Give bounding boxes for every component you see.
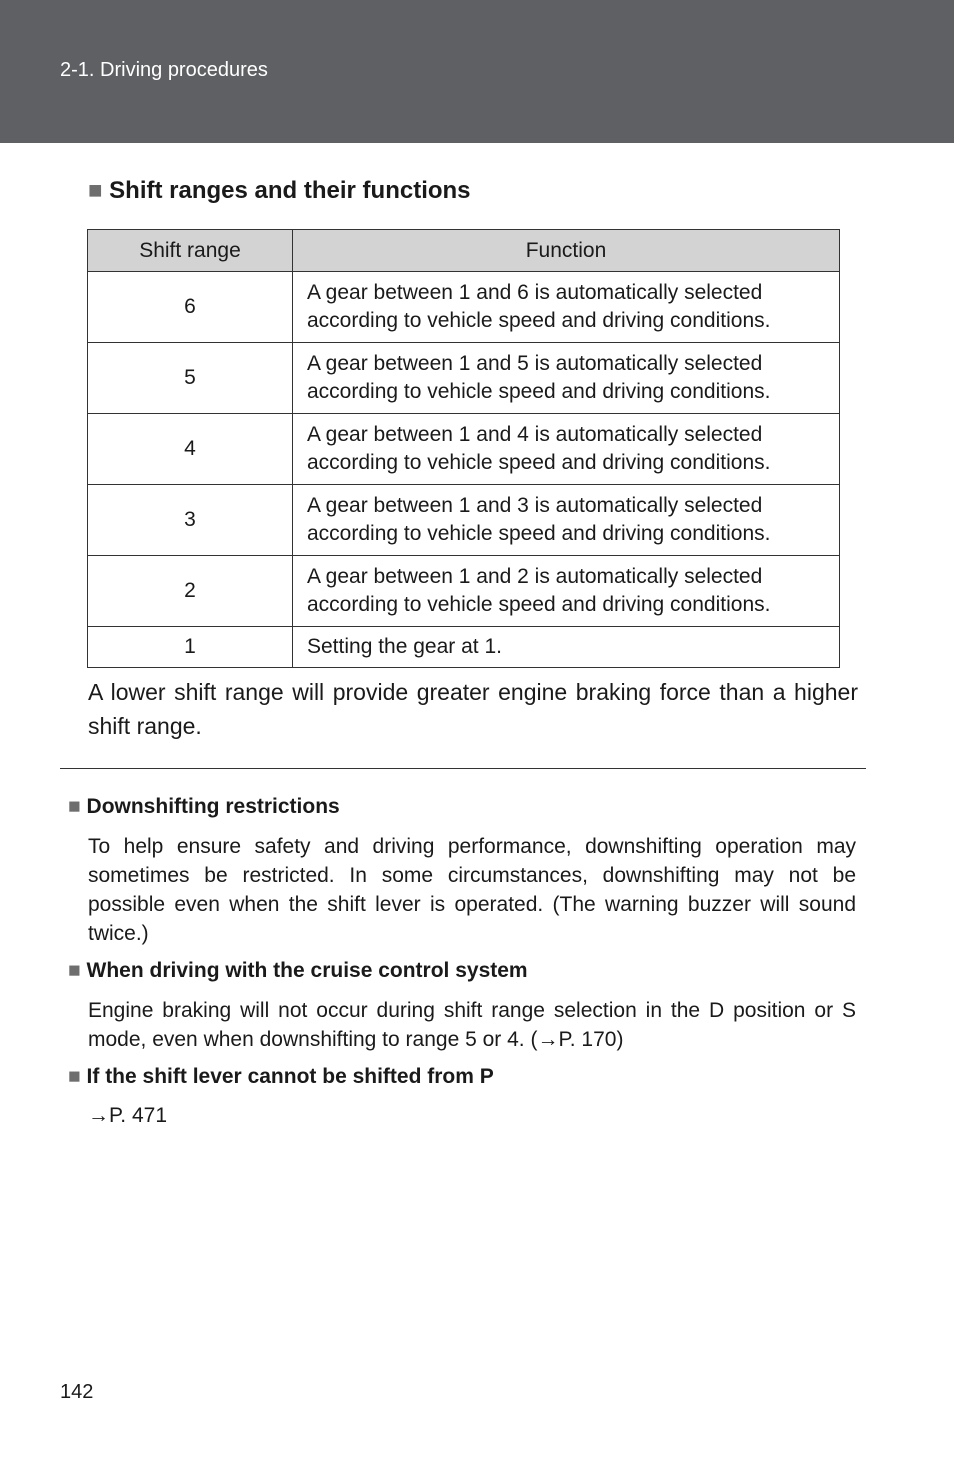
page-header [0,0,954,143]
shift-range-cell: 5 [88,343,293,414]
table-row [88,485,840,556]
section-title-text: Shift ranges and their functions [109,177,471,204]
shift-range-cell: 3 [88,485,293,556]
table-row [88,627,840,668]
function-cell: A gear between 1 and 3 is automatically selected according to vehicle speed and driving conditions. [293,485,840,556]
note-title-text: When driving with the cruise control system [86,959,528,982]
table-row [88,414,840,485]
table-header-row [88,230,840,272]
shift-range-cell: 4 [88,414,293,485]
note-body-cruise-control: Engine braking will not occur during shift range selection in the D position or S mode, even when downshifting to range 5 or 4. (→P. 170) [88,999,856,1051]
engine-braking-note: A lower shift range will provide greater engine braking force than a higher shift range. [88,679,858,739]
shift-range-table [87,229,840,668]
function-cell: A gear between 1 and 5 is automatically selected according to vehicle speed and driving conditions. [293,343,840,414]
note-title-text: If the shift lever cannot be shifted from P [86,1065,494,1088]
table-row [88,343,840,414]
function-cell: A gear between 1 and 6 is automatically selected according to vehicle speed and driving conditions. [293,272,840,343]
function-cell: Setting the gear at 1. [293,627,840,668]
square-bullet-icon: ■ [68,1065,81,1088]
page-number: 142 [60,1381,94,1403]
shift-range-cell: 2 [88,556,293,627]
header-shift-range: Shift range [88,230,293,272]
chapter-title: 2-1. Driving procedures [60,59,268,81]
divider-line [60,768,866,769]
section-title [88,177,471,205]
note-title-text: Downshifting restrictions [86,795,340,818]
table-row [88,272,840,343]
note-title-cruise-control [68,959,528,983]
page-reference-link[interactable]: →P. 471 [88,1104,168,1127]
square-bullet-icon: ■ [68,795,81,818]
square-bullet-icon: ■ [88,177,103,204]
note-body-downshifting: To help ensure safety and driving performance, downshifting operation may sometimes be restricted. In some circumstances, downshifting may not be possible even when the shift lever is operated. (The warning buzzer will sound twice.) [88,835,856,945]
table-row [88,556,840,627]
note-title-shift-lever [68,1065,494,1089]
square-bullet-icon: ■ [68,959,81,982]
shift-range-cell: 1 [88,627,293,668]
note-title-downshifting [68,795,340,819]
shift-range-cell: 6 [88,272,293,343]
header-function: Function [293,230,840,272]
function-cell: A gear between 1 and 2 is automatically selected according to vehicle speed and driving conditions. [293,556,840,627]
function-cell: A gear between 1 and 4 is automatically selected according to vehicle speed and driving conditions. [293,414,840,485]
